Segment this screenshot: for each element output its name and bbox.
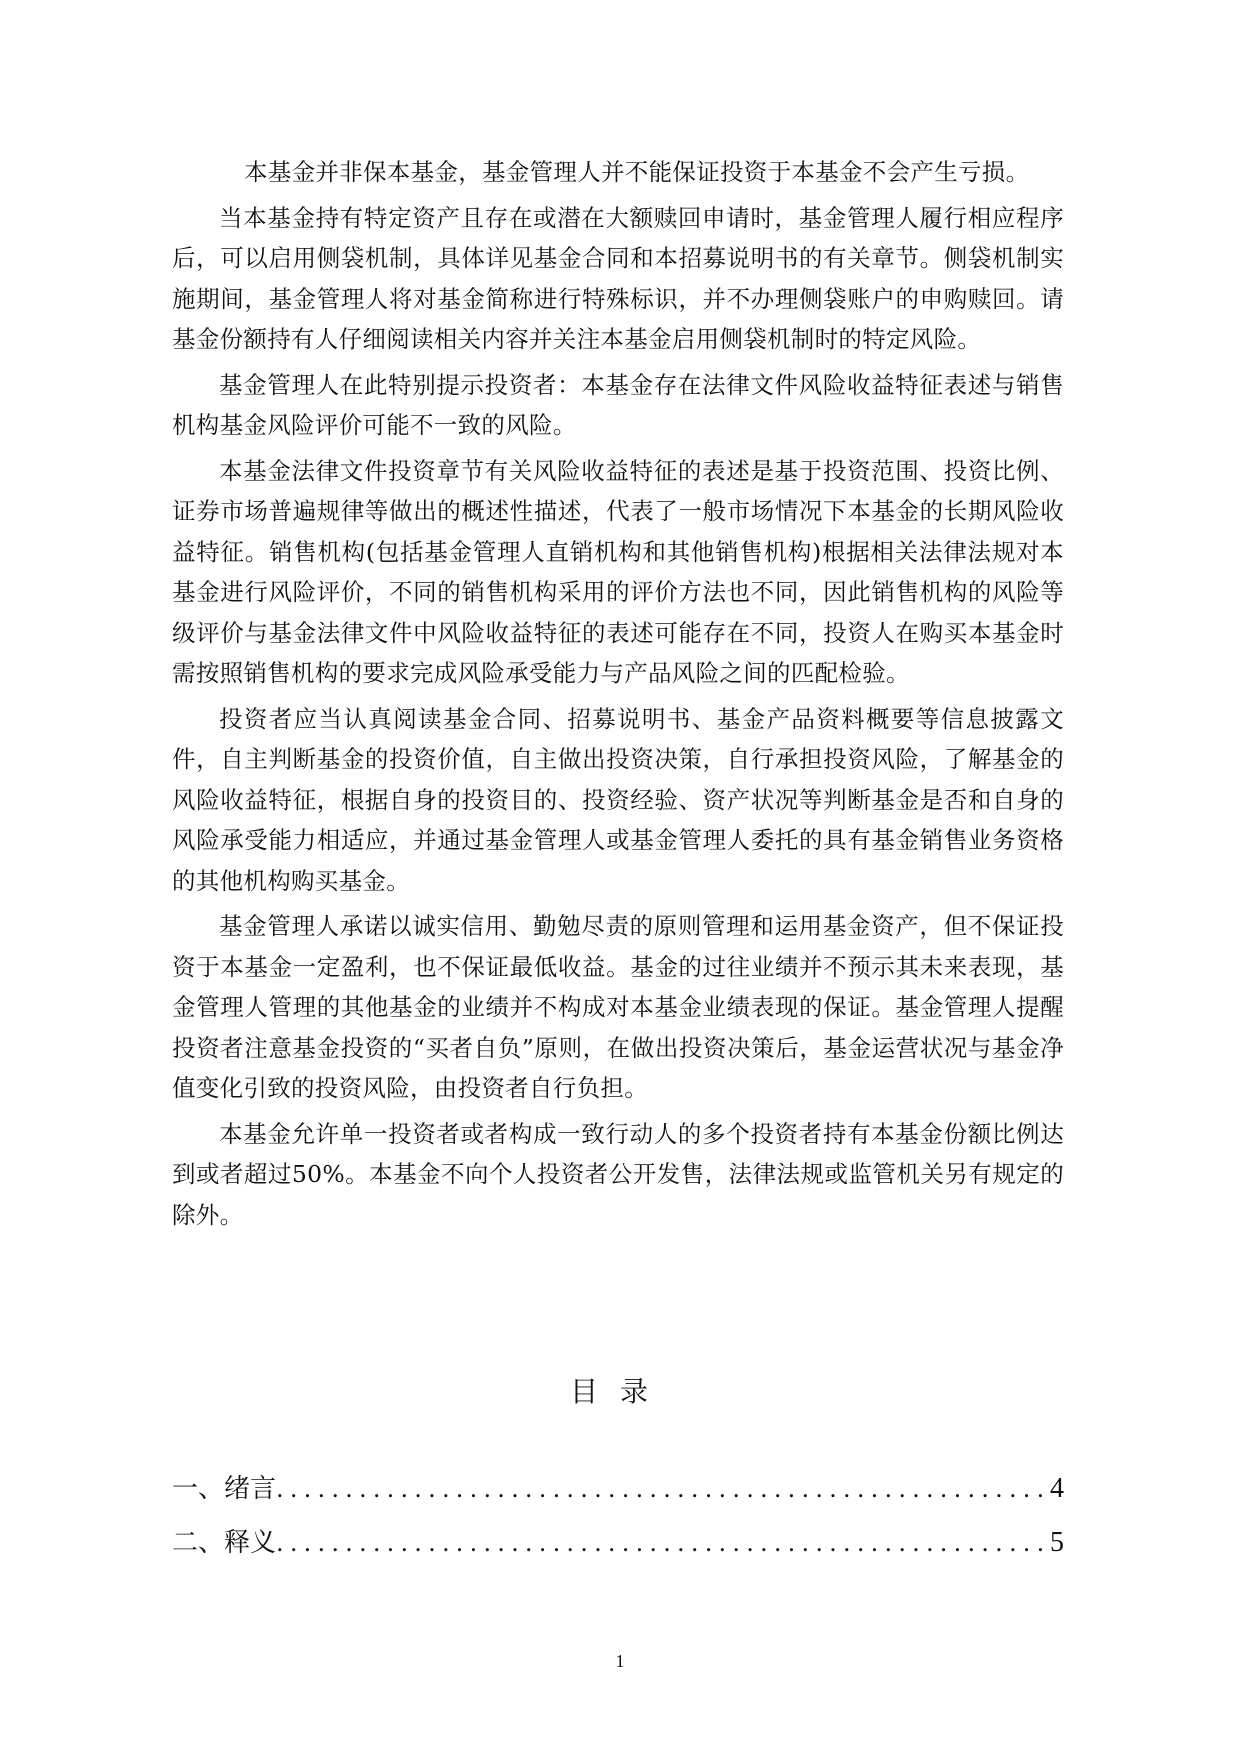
toc-leader-dots xyxy=(276,1520,1050,1566)
toc-leader-dots xyxy=(276,1466,1050,1512)
paragraph-single-investor: 本基金允许单一投资者或者构成一致行动人的多个投资者持有本基金份额比例达到或者超过50%。本基金不向个人投资者公开发售，法律法规或监管机关另有规定的除外。 xyxy=(172,1119,1064,1229)
paragraph-investor-reading: 投资者应当认真阅读基金合同、招募说明书、基金产品资料概要等信息披露文件，自主判断基金的投资价值，自主做出投资决策，自行承担投资风险，了解基金的风险收益特征，根据自身的投资目的、投资经验、资产状况等判断基金是否和自身的风险承受能力相适应，并通过基金管理人或基金管理人委托的具有基金销售业务资格的其他机构购买基金。 xyxy=(172,704,1064,895)
paragraph-manager-commitment: 基金管理人承诺以诚实信用、勤勉尽责的原则管理和运用基金资产，但不保证投资于本基金一定盈利，也不保证最低收益。基金的过往业绩并不预示其未来表现，基金管理人管理的其他基金的业绩并不构成对本基金业绩表现的保证。基金管理人提醒投资者注意基金投资的“买者自负”原则，在做出投资决策后，基金运营状况与基金净值变化引致的投资风险，由投资者自行负担。 xyxy=(172,912,1064,1102)
toc-item-page: 4 xyxy=(1050,1473,1064,1504)
toc-item-introduction[interactable] xyxy=(172,1466,1064,1512)
page-number: 1 xyxy=(615,1651,625,1671)
toc-title: 目录 xyxy=(569,1375,670,1408)
toc-item-definitions[interactable] xyxy=(172,1520,1064,1566)
toc-item-label: 二、释义 xyxy=(172,1528,277,1558)
body-text xyxy=(172,152,1064,1240)
paragraph-side-pocket: 当本基金持有特定资产且存在或潜在大额赎回申请时，基金管理人履行相应程序后，可以启用侧袋机制，具体详见基金合同和本招募说明书的有关章节。侧袋机制实施期间，基金管理人将对基金简称进行特殊标识，并不办理侧袋账户的申购赎回。请基金份额持有人仔细阅读相关内容并关注本基金启用侧袋机制时的特定风险。 xyxy=(172,203,1064,353)
table-of-contents xyxy=(172,1466,1064,1574)
paragraph-risk-characteristics: 本基金法律文件投资章节有关风险收益特征的表述是基于投资范围、投资比例、证券市场普遍规律等做出的概述性描述，代表了一般市场情况下本基金的长期风险收益特征。销售机构(包括基金管理人直销机构和其他销售机构)根据相关法律法规对本基金进行风险评价，不同的销售机构采用的评价方法也不同，因此销售机构的风险等级评价与基金法律文件中风险收益特征的表述可能存在不同，投资人在购买本基金时需按照销售机构的要求完成风险承受能力与产品风险之间的匹配检验。 xyxy=(172,456,1064,687)
toc-item-label: 一、绪言 xyxy=(172,1474,277,1504)
paragraph-risk-notice: 基金管理人在此特别提示投资者：本基金存在法律文件风险收益特征表述与销售机构基金风险评价可能不一致的风险。 xyxy=(172,370,1064,439)
paragraph-not-guaranteed: 本基金并非保本基金，基金管理人并不能保证投资于本基金不会产生亏损。 xyxy=(244,158,1030,186)
toc-item-page: 5 xyxy=(1050,1527,1064,1558)
